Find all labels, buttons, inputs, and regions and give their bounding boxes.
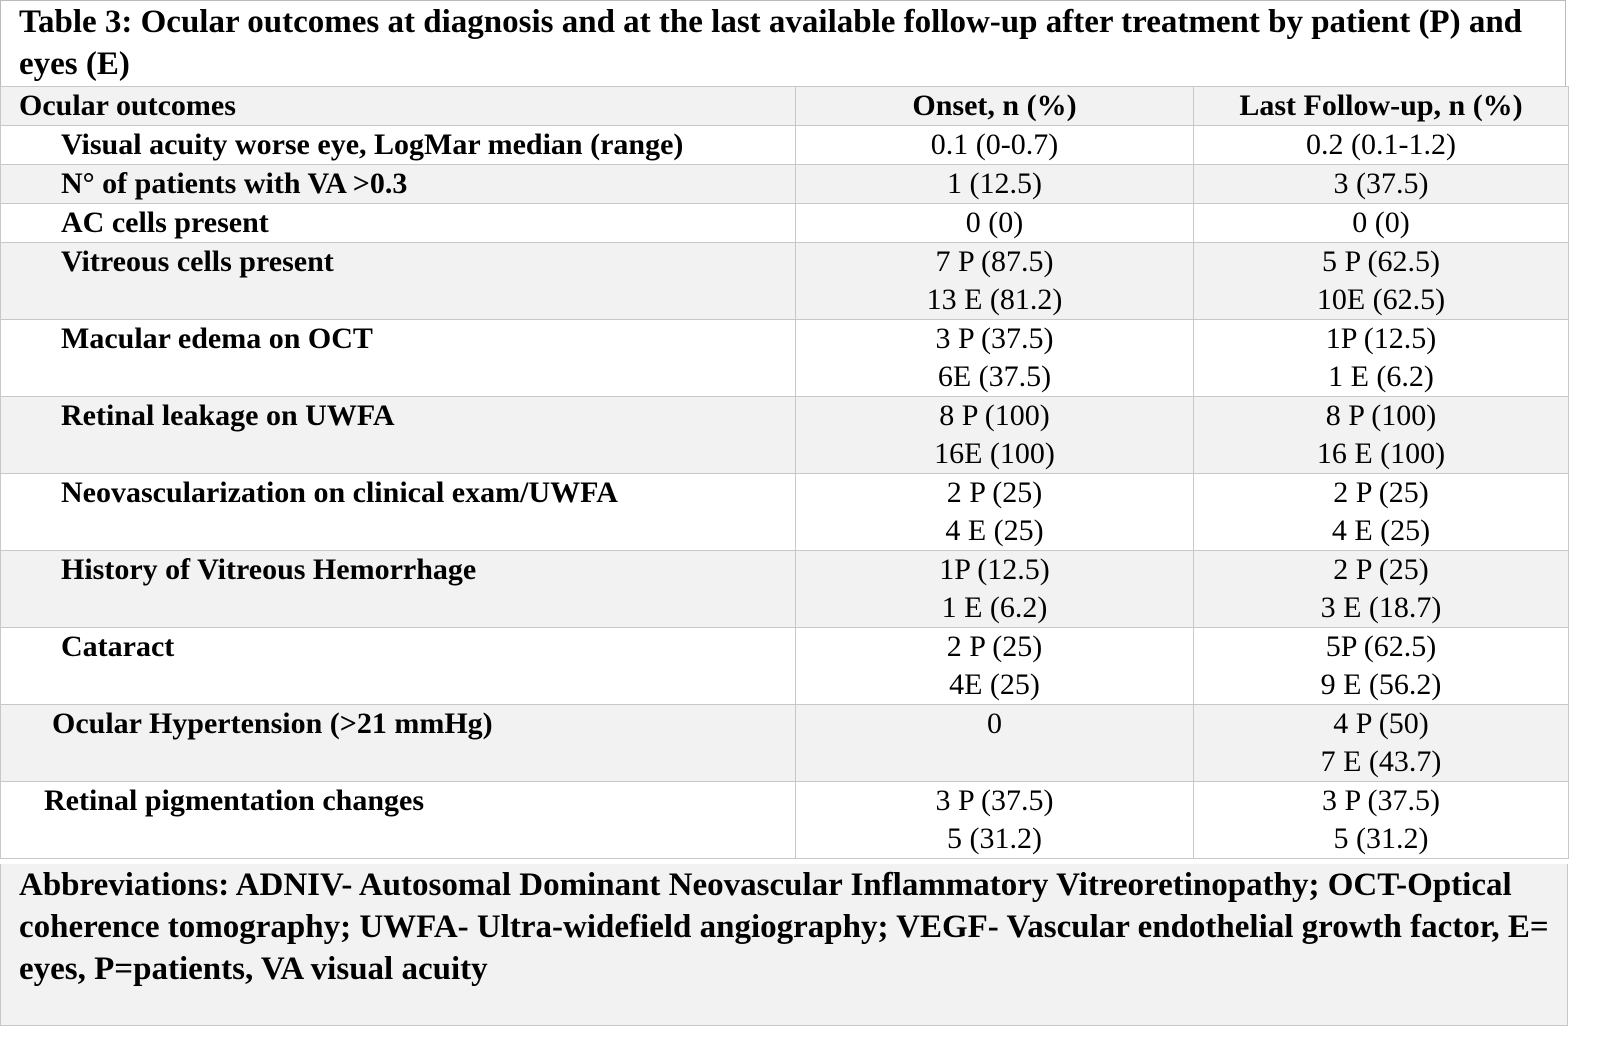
cell-value: 1P (12.5) [1325,322,1437,355]
cell-value: 5P (62.5) [1325,630,1437,663]
last-follow-up-cell [1194,243,1569,320]
cell-value: 2 P (25) [946,476,1043,509]
table-row [1,165,1569,204]
onset-cell [796,474,1194,551]
cell-value: 7 E (43.7) [1320,745,1442,778]
row-label: Ocular Hypertension (>21 mmHg) [1,705,796,782]
last-follow-up-cell [1194,126,1569,165]
cell-value: 6E (37.5) [937,360,1052,393]
last-follow-up-cell [1194,397,1569,474]
last-follow-up-cell [1194,474,1569,551]
onset-cell [796,126,1194,165]
cell-value: 5 (31.2) [947,822,1042,855]
last-follow-up-cell [1194,628,1569,705]
table-caption: Table 3: Ocular outcomes at diagnosis and at the last available follow-up after treatment by patient (P) and eyes (E) [0,0,1566,86]
cell-value: 9 E (56.2) [1320,668,1442,701]
abbreviations-footnote: Abbreviations: ADNIV- Autosomal Dominant Neovascular Inflammatory Vitreoretinopathy; OCT-Optical coherence tomography; UWFA- Ultra-widefield angiography; VEGF- Vascular endothelial growth factor, E= eyes, P=patients, VA visual acuity [0,864,1568,1026]
row-label: History of Vitreous Hemorrhage [1,551,796,628]
cell-value: 4E (25) [949,668,1040,701]
last-follow-up-cell [1194,165,1569,204]
cell-value: 5 (31.2) [1333,822,1429,855]
cell-value: 2 P (25) [946,630,1043,663]
table-row [1,397,1569,474]
header-ocular-outcomes: Ocular outcomes [1,87,796,126]
row-label: Macular edema on OCT [1,320,796,397]
onset-cell [796,243,1194,320]
cell-value: 0 (0) [1352,206,1410,239]
cell-value: 8 P (100) [939,399,1050,432]
onset-cell [796,628,1194,705]
cell-value: 2 P (25) [1333,476,1429,509]
row-label: Retinal leakage on UWFA [1,397,796,474]
last-follow-up-cell [1194,204,1569,243]
row-label: AC cells present [1,204,796,243]
cell-value: 1 E (6.2) [941,591,1048,624]
cell-value: 4 E (25) [945,514,1044,547]
row-label: N° of patients with VA >0.3 [1,165,796,204]
cell-value: 1 E (6.2) [1328,360,1434,393]
cell-value: 3 P (37.5) [1321,784,1441,817]
table-row [1,126,1569,165]
cell-value: 16 E (100) [1316,437,1446,470]
row-label: Retinal pigmentation changes [1,782,796,859]
table-row [1,628,1569,705]
onset-cell [796,705,1194,782]
row-label: Neovascularization on clinical exam/UWFA [1,474,796,551]
cell-value: 8 P (100) [1325,399,1437,432]
cell-value: 1P (12.5) [939,553,1050,586]
last-follow-up-cell [1194,320,1569,397]
onset-cell [796,397,1194,474]
ocular-outcomes-table [0,86,1569,859]
cell-value: 3 (37.5) [1333,167,1429,200]
table-row [1,204,1569,243]
cell-value: 0 (0) [965,206,1024,239]
table-row [1,705,1569,782]
cell-value: 7 P (87.5) [935,245,1054,278]
header-onset: Onset, n (%) [796,87,1194,126]
cell-value: 2 P (25) [1333,553,1429,586]
last-follow-up-cell [1194,705,1569,782]
cell-value: 3 P (37.5) [935,322,1054,355]
row-label: Cataract [1,628,796,705]
table-row [1,243,1569,320]
cell-value: 0 [987,707,1002,740]
onset-cell [796,204,1194,243]
table-row [1,551,1569,628]
cell-value: 4 P (50) [1333,707,1429,740]
last-follow-up-cell [1194,782,1569,859]
row-label: Vitreous cells present [1,243,796,320]
header-row [1,87,1569,126]
table-row [1,782,1569,859]
cell-value: 0.1 (0-0.7) [930,128,1059,161]
cell-value: 0.2 (0.1-1.2) [1306,128,1456,161]
cell-value: 3 E (18.7) [1320,591,1442,624]
cell-value: 1 (12.5) [947,167,1042,200]
table-body [1,126,1569,859]
row-label: Visual acuity worse eye, LogMar median (range) [1,126,796,165]
onset-cell [796,165,1194,204]
cell-value: 5 P (62.5) [1321,245,1441,278]
cell-value: 16E (100) [934,437,1055,470]
cell-value: 13 E (81.2) [926,283,1063,316]
cell-value: 4 E (25) [1331,514,1431,547]
table-row [1,474,1569,551]
last-follow-up-cell [1194,551,1569,628]
header-last-follow-up: Last Follow-up, n (%) [1194,87,1569,126]
table-row [1,320,1569,397]
cell-value: 10E (62.5) [1316,283,1446,316]
cell-value: 3 P (37.5) [935,784,1054,817]
onset-cell [796,320,1194,397]
onset-cell [796,551,1194,628]
onset-cell [796,782,1194,859]
